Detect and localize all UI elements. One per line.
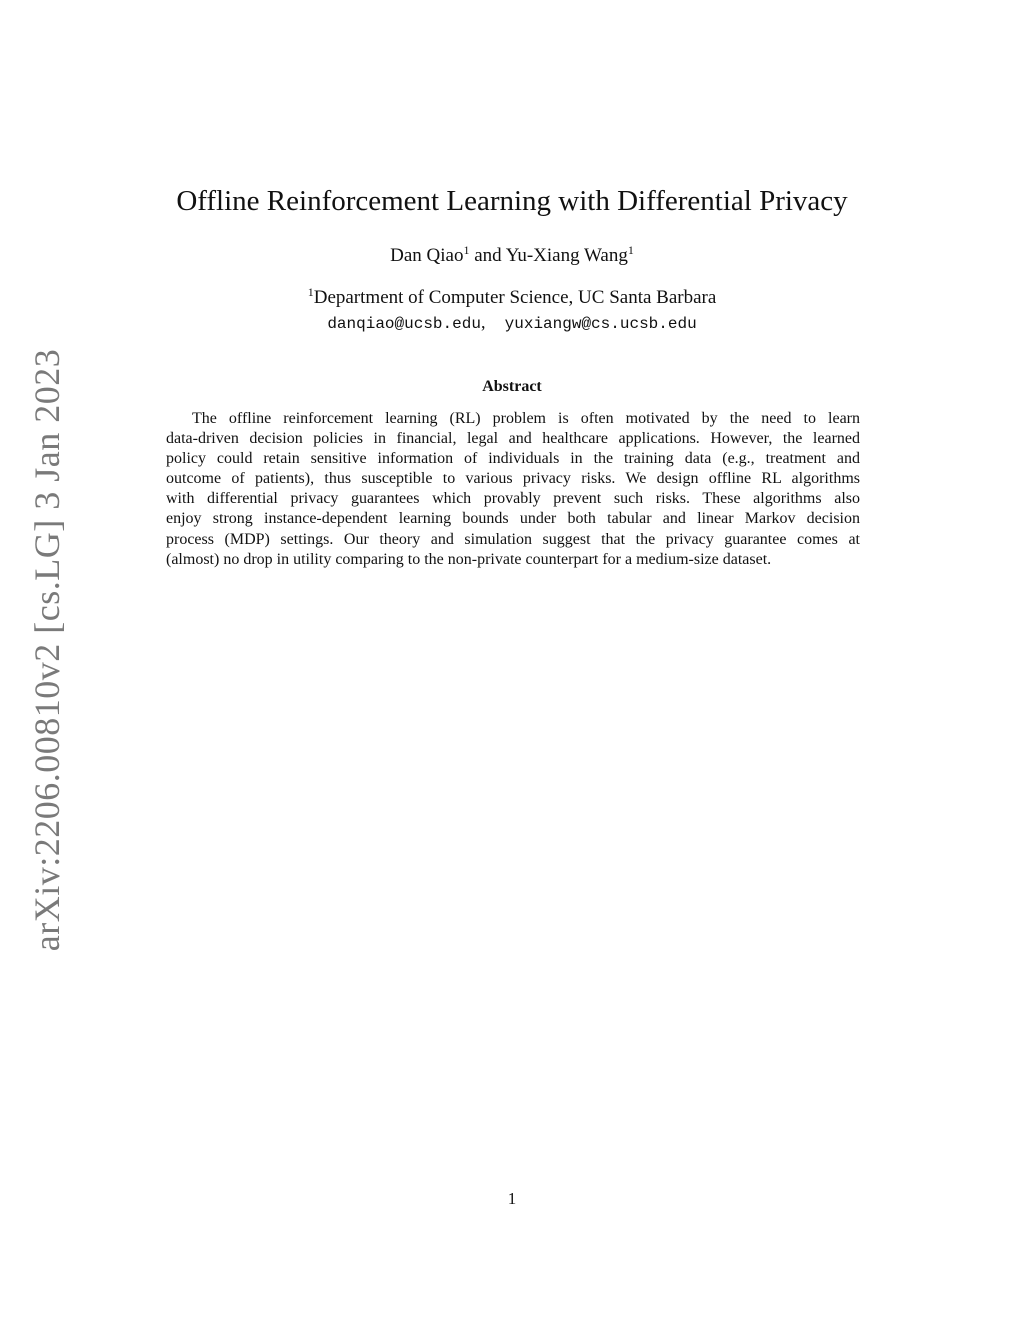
affiliation: [0, 286, 1024, 310]
abstract-heading: Abstract: [482, 378, 542, 395]
author-affiliation-mark: 1: [627, 243, 634, 257]
abstract-line: outcome of patients), thus susceptible to various privacy risks. We design offline RL algorithms: [166, 470, 860, 488]
abstract-line: with differential privacy guarantees which provably prevent such risks. These algorithms also: [166, 490, 860, 508]
email-separator: ,: [480, 312, 486, 332]
author-conjunction: and: [474, 245, 502, 266]
affiliation-text: Department of Computer Science, UC Santa Barbara: [313, 287, 717, 308]
email-address[interactable]: yuxiangw@cs.ucsb.edu: [504, 315, 697, 333]
abstract-line: policy could retain sensitive information of individuals in the training data (e.g., treatment and: [166, 450, 860, 468]
author-emails: [0, 311, 1024, 335]
author-affiliation-mark: 1: [463, 243, 470, 257]
author-name: Dan Qiao: [390, 245, 464, 266]
arxiv-identifier-stamp: [22, 348, 72, 952]
arxiv-stamp-text: arXiv:2206.00810v2 [cs.LG] 3 Jan 2023: [27, 348, 68, 952]
abstract-body: [166, 409, 860, 570]
abstract-line: process (MDP) settings. Our theory and simulation suggest that the privacy guarantee comes at: [166, 530, 860, 548]
paper-title: Offline Reinforcement Learning with Differential Privacy: [176, 185, 848, 217]
abstract-line: The offline reinforcement learning (RL) problem is often motivated by the need to learn: [192, 410, 860, 427]
author-list: [0, 244, 1024, 268]
email-address[interactable]: danqiao@ucsb.edu: [327, 315, 481, 333]
abstract-line: data-driven decision policies in financial, legal and healthcare applications. However, the learned: [166, 430, 860, 448]
affiliation-mark: 1: [307, 285, 314, 299]
abstract-line: (almost) no drop in utility comparing to the non-private counterpart for a medium-size dataset.: [166, 550, 772, 568]
page-number: 1: [507, 1189, 517, 1208]
abstract-line: enjoy strong instance-dependent learning bounds under both tabular and linear Markov decision: [166, 510, 860, 528]
author-name: Yu-Xiang Wang: [505, 245, 628, 266]
